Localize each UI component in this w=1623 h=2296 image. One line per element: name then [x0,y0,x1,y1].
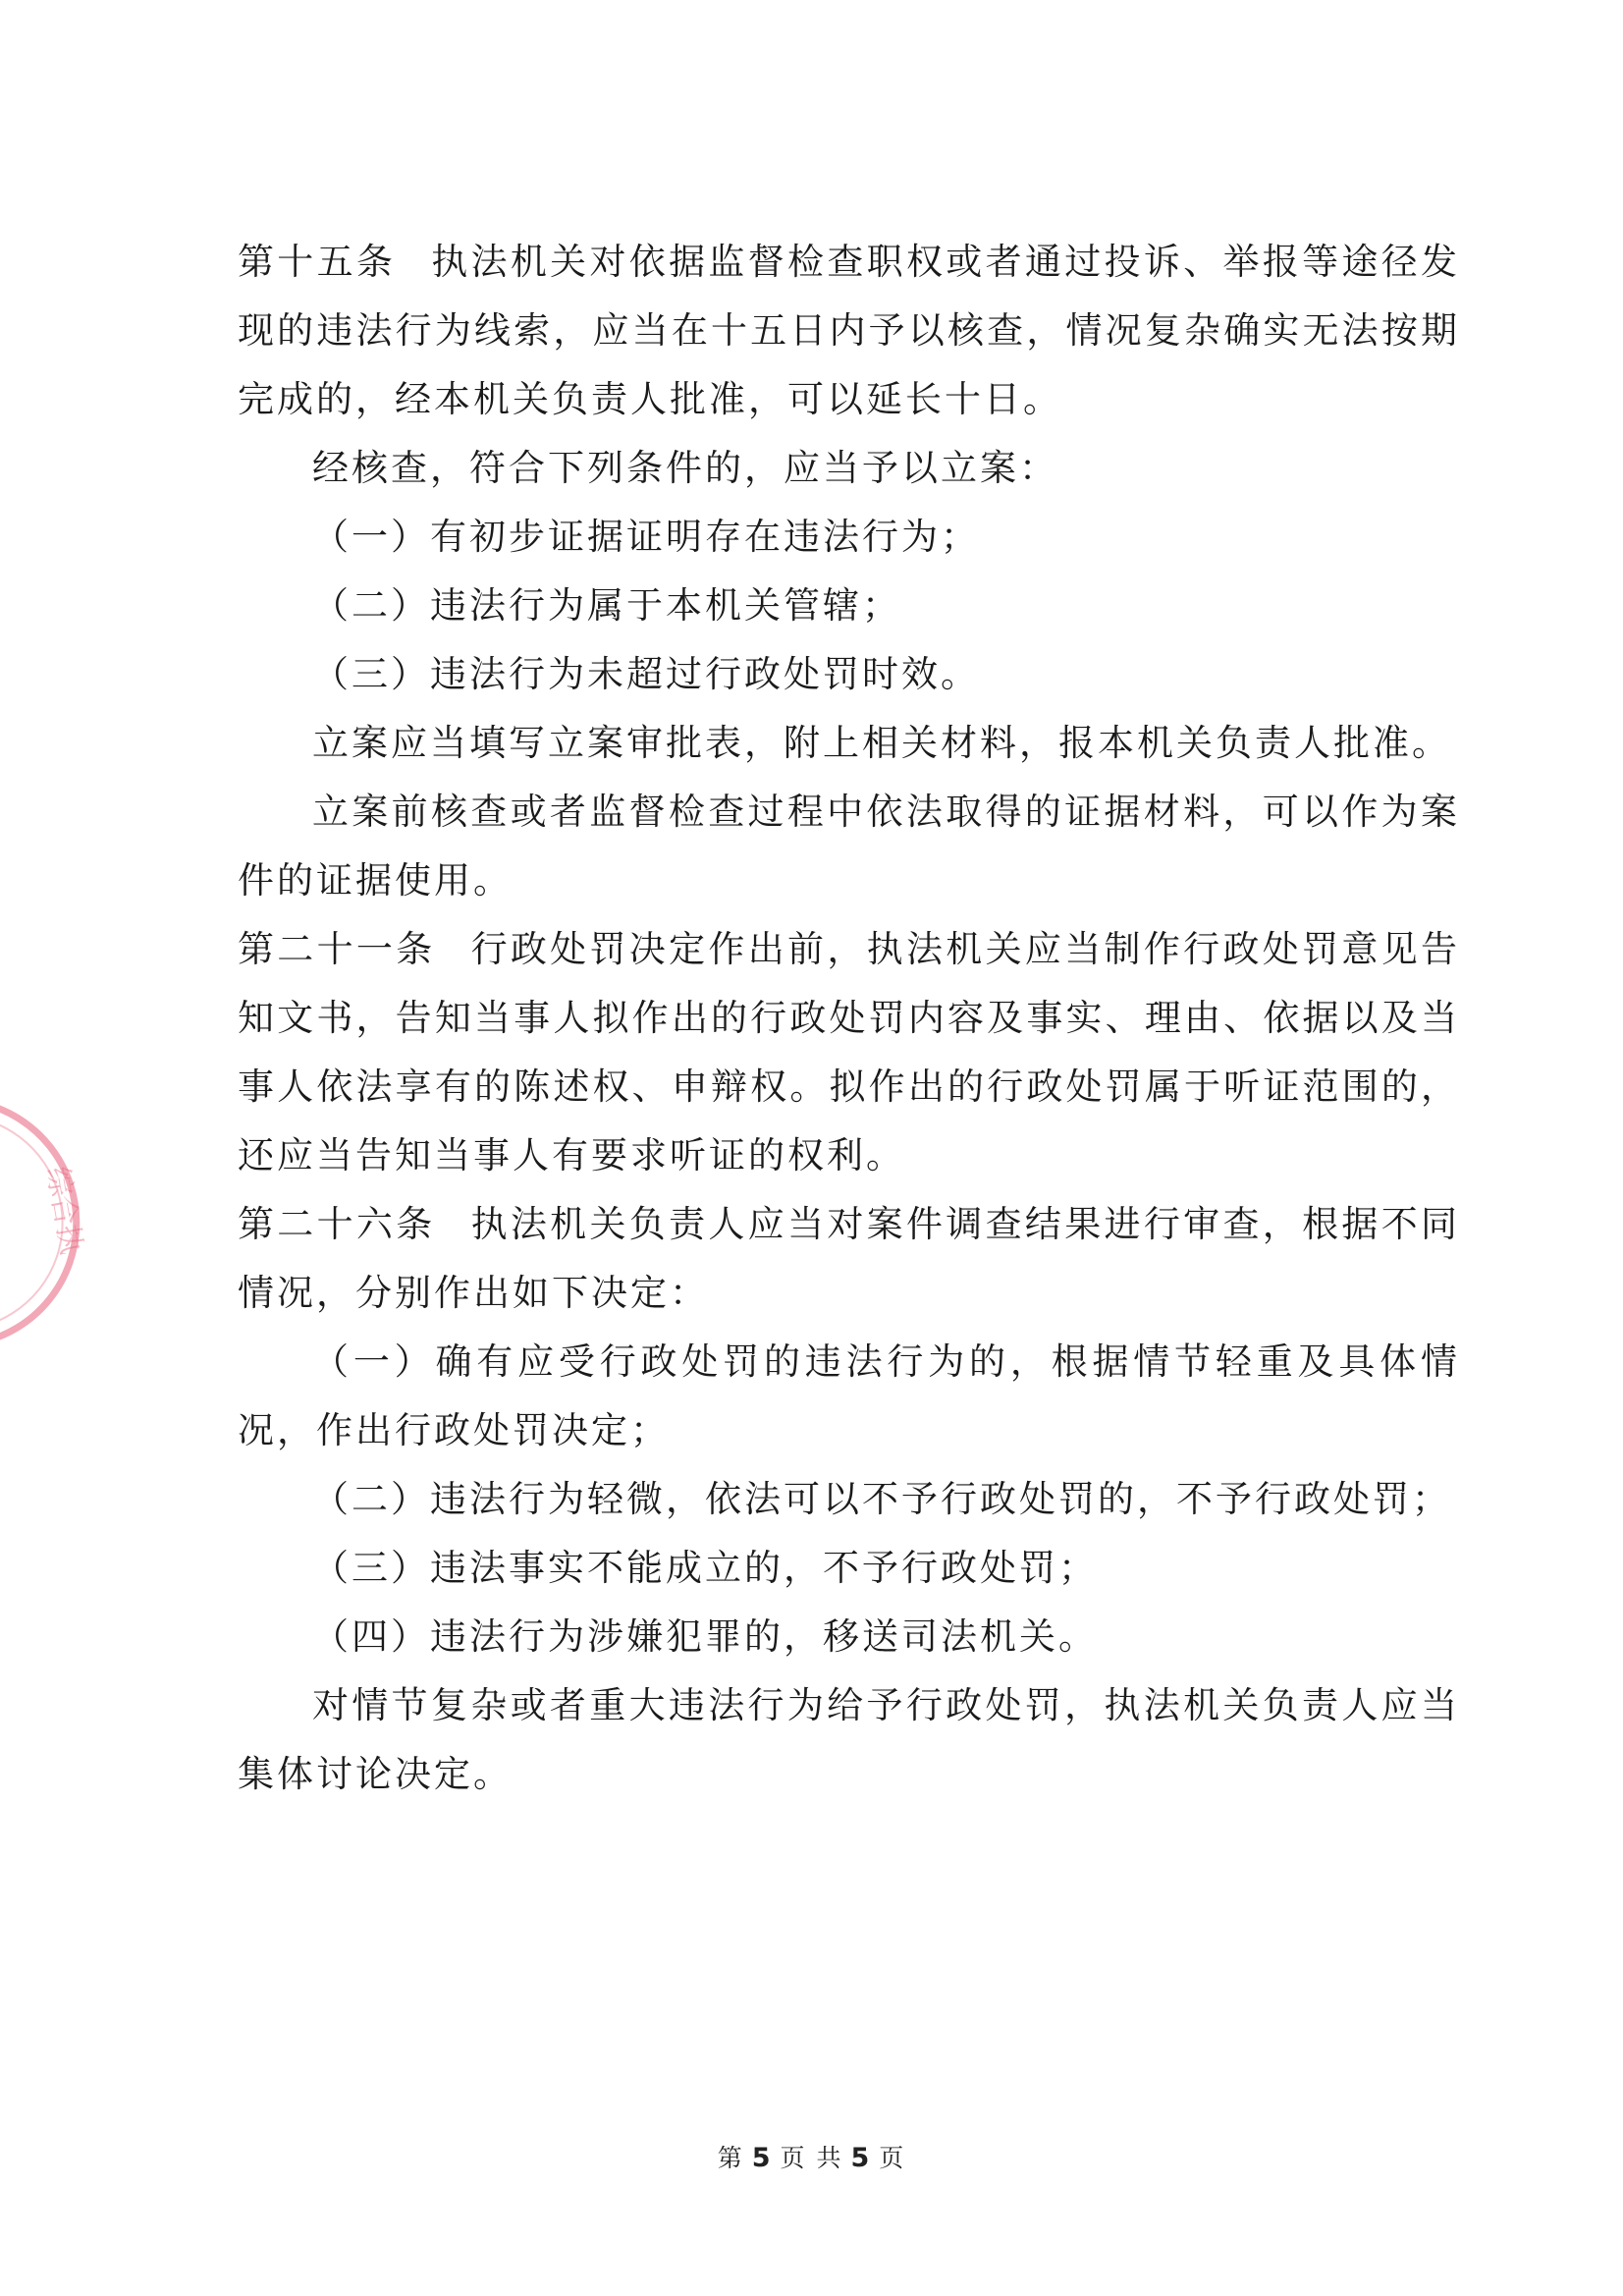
footer-prefix: 第 [717,2144,744,2172]
article-26-text: 执法机关负责人应当对案件调查结果进行审查，根据不同情况，分别作出如下决定： [238,1203,1461,1314]
seal-text: 综合执 [39,1164,89,1258]
article-15-paragraph [238,228,1460,434]
article-15-item-3: （三）违法行为未超过行政处罚时效。 [312,653,980,695]
article-15-item-1: （一）有初步证据证明存在违法行为； [312,516,980,558]
footer-total-pages: 5 [850,2143,872,2173]
official-seal-fragment [0,1095,142,1350]
article-26-item-3: （三）违法事实不能成立的，不予行政处罚； [312,1547,1098,1589]
article-15-text: 执法机关对依据监督检查职权或者通过投诉、举报等途径发现的违法行为线索，应当在十五日内予以核查，情况复杂确实无法按期完成的，经本机关负责人批准，可以延长十日。 [238,241,1461,420]
article-15-head: 第十五条 [238,241,397,283]
article-26-item-4: （四）违法行为涉嫌犯罪的，移送司法机关。 [312,1615,1098,1658]
article-15-condition-intro: 经核查，符合下列条件的，应当予以立案： [312,447,1058,489]
document-body [238,228,1460,1809]
article-26-head: 第二十六条 [238,1203,436,1245]
article-21-text: 行政处罚决定作出前，执法机关应当制作行政处罚意见告知文书，告知当事人拟作出的行政处罚内容及事实、理由、依据以及当事人依法享有的陈述权、申辩权。拟作出的行政处罚属于听证范围的，还应当告知当事人有要求听证的权利。 [238,928,1461,1176]
article-15-item-2: （二）违法行为属于本机关管辖； [312,584,901,627]
footer-page-number: 5 [751,2143,773,2173]
article-21-paragraph [238,915,1460,1190]
article-15-evidence-paragraph: 立案前核查或者监督检查过程中依法取得的证据材料，可以作为案件的证据使用。 [238,791,1460,902]
footer-mid: 页 共 [780,2144,843,2172]
article-26-item-2: （二）违法行为轻微，依法可以不予行政处罚的，不予行政处罚； [312,1478,1451,1520]
article-26-collective-decision: 对情节复杂或者重大违法行为给予行政处罚，执法机关负责人应当集体讨论决定。 [238,1684,1460,1795]
article-21-head: 第二十一条 [238,928,436,970]
article-26-paragraph [238,1190,1460,1328]
page-number-footer [0,2139,1623,2174]
article-15-filing-paragraph: 立案应当填写立案审批表，附上相关材料，报本机关负责人批准。 [312,722,1451,764]
article-26-item-1: （一）确有应受行政处罚的违法行为的，根据情节轻重及具体情况，作出行政处罚决定； [238,1340,1460,1451]
footer-suffix: 页 [879,2144,906,2172]
